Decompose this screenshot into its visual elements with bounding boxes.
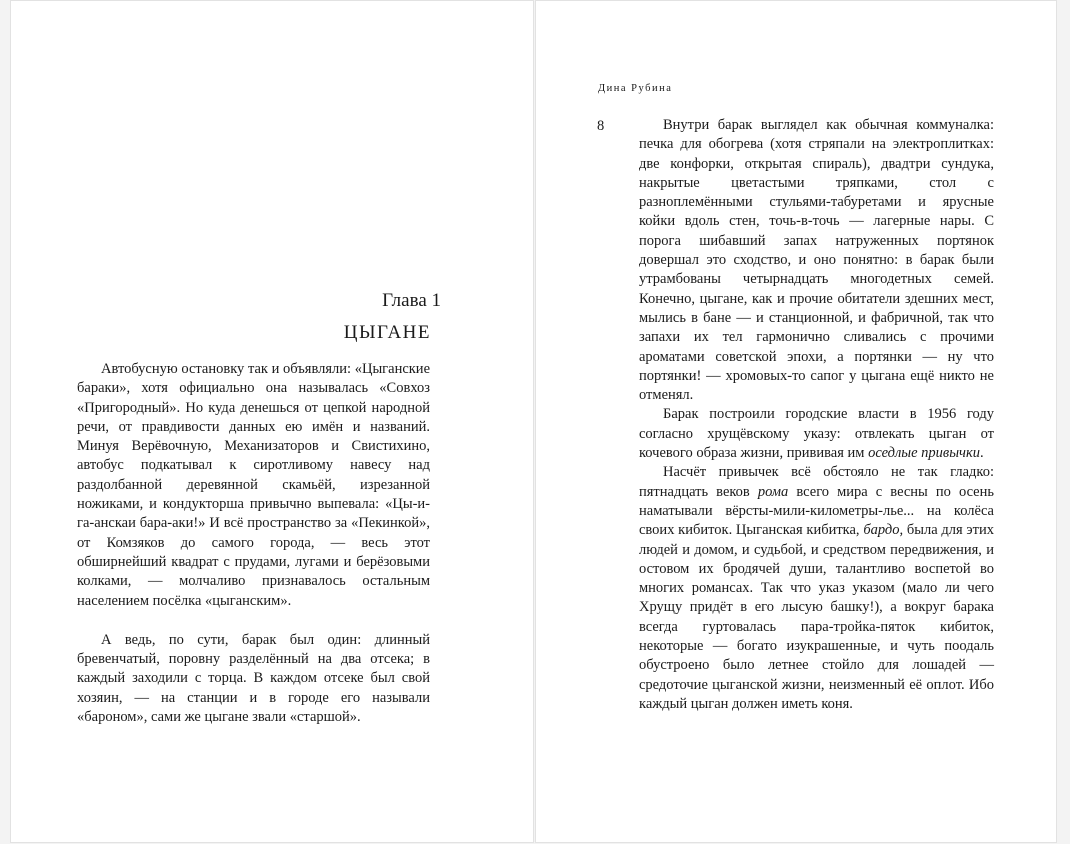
italic-run: оседлые привычки <box>868 445 980 462</box>
paragraph <box>639 405 994 463</box>
page-number: 8 <box>597 118 605 134</box>
text-run: . <box>980 445 984 462</box>
paragraph <box>77 360 430 611</box>
text-run: Насчёт привычек всё обстояло не так гладко: пятнадцать веков <box>639 464 994 500</box>
right-body-text <box>639 116 994 714</box>
text-run: А ведь, по сути, барак был один: длинный бревенчатый, поровну разделённый на два отсека; в каждый заходили с торца. В каждом отсеке был свой хозяин, — на станции и в городе его называли «бароном», сами же цыгане звали «старшой». <box>77 631 430 726</box>
text-run: Внутри барак выглядел как обычная коммуналка: печка для обогрева (хотя стряпали на электроплитках: две конфорки, открытая спираль), двадтри сундука, накрытые цветастыми тряпками, стол с разноплемёнными стульями-табуретами и ярусные койки вдоль стен, точь-в-точь — лагерные нары. С порога шибавший запах натруженных портянок довершал это сходство, и оно понятно: в барак были утрамбованы четырнадцать многодетных семей. Конечно, цыгане, как и прочие обитатели здешних мест, мылись в бане — и станционной, и фабричной, так что запахи их тел гармонично сливались с прочими ароматами советской эпохи, а портянки — ну что портянки! — хромовых-то сапог у цыгана ещё никто не отменял. <box>639 117 994 404</box>
text-run: была для этих людей и домом, и судьбой, и средством передвижения, и остовом их бродячей души, талантливо воспетой во многих романсах. Так что указ указом (мало ли чего Хрущу придёт в его лысую башку!), а вокруг барака всегда гуртовалась пара-тройка-пяток кибиток, некоторые — богато изукрашенные, и чуть поодаль обустроено было летнее стойло для лошадей — средоточие цыганской жизни, неизменный её оплот. Ибо каждый цыган должен иметь коня. <box>639 522 994 712</box>
italic-run: бардо, <box>863 522 904 539</box>
paragraph <box>77 631 430 727</box>
chapter-number: Глава 1 <box>382 290 441 311</box>
right-page <box>535 0 1057 843</box>
running-head: Дина Рубина <box>598 83 673 94</box>
left-page <box>10 0 534 843</box>
left-body-text <box>77 360 430 727</box>
chapter-title: ЦЫГАНЕ <box>343 322 431 343</box>
paragraph <box>639 463 994 714</box>
text-run: всего мира с весны по осень наматывали вёрсты-мили-километры-лье... на колёса своих кибиток. Цыганская кибитка, <box>639 483 994 539</box>
paragraph <box>639 116 994 405</box>
italic-run: рома <box>757 483 789 500</box>
text-run: Барак построили городские власти в 1956 году согласно хрущёвскому указу: отвлекать цыган от кочевого образа жизни, прививая им <box>639 406 994 462</box>
text-run: Автобусную остановку так и объявляли: «Цыганские бараки», хотя официально она называлась «Совхоз «Пригородный». Но куда денешься от цепкой народной речи, от правдивости данных ею имён и названий. Минуя Верёвочную, Механизаторов и Свистихино, автобус подкатывал к сиротливому навесу над раздолбанной деревянной скамьёй, изрезанной ножиками, и кондукторша привычно выпевала: «Цы-и-га-анскаи бара-аки!» И всё пространство за «Пекинкой», от Комзяков до самого города, — весь этот обширнейший квадрат с прудами, лугами и берёзовыми колками, — молчаливо признавалось остальным населением посёлка «цыганским». <box>77 361 430 609</box>
paragraph-gap <box>77 611 430 631</box>
